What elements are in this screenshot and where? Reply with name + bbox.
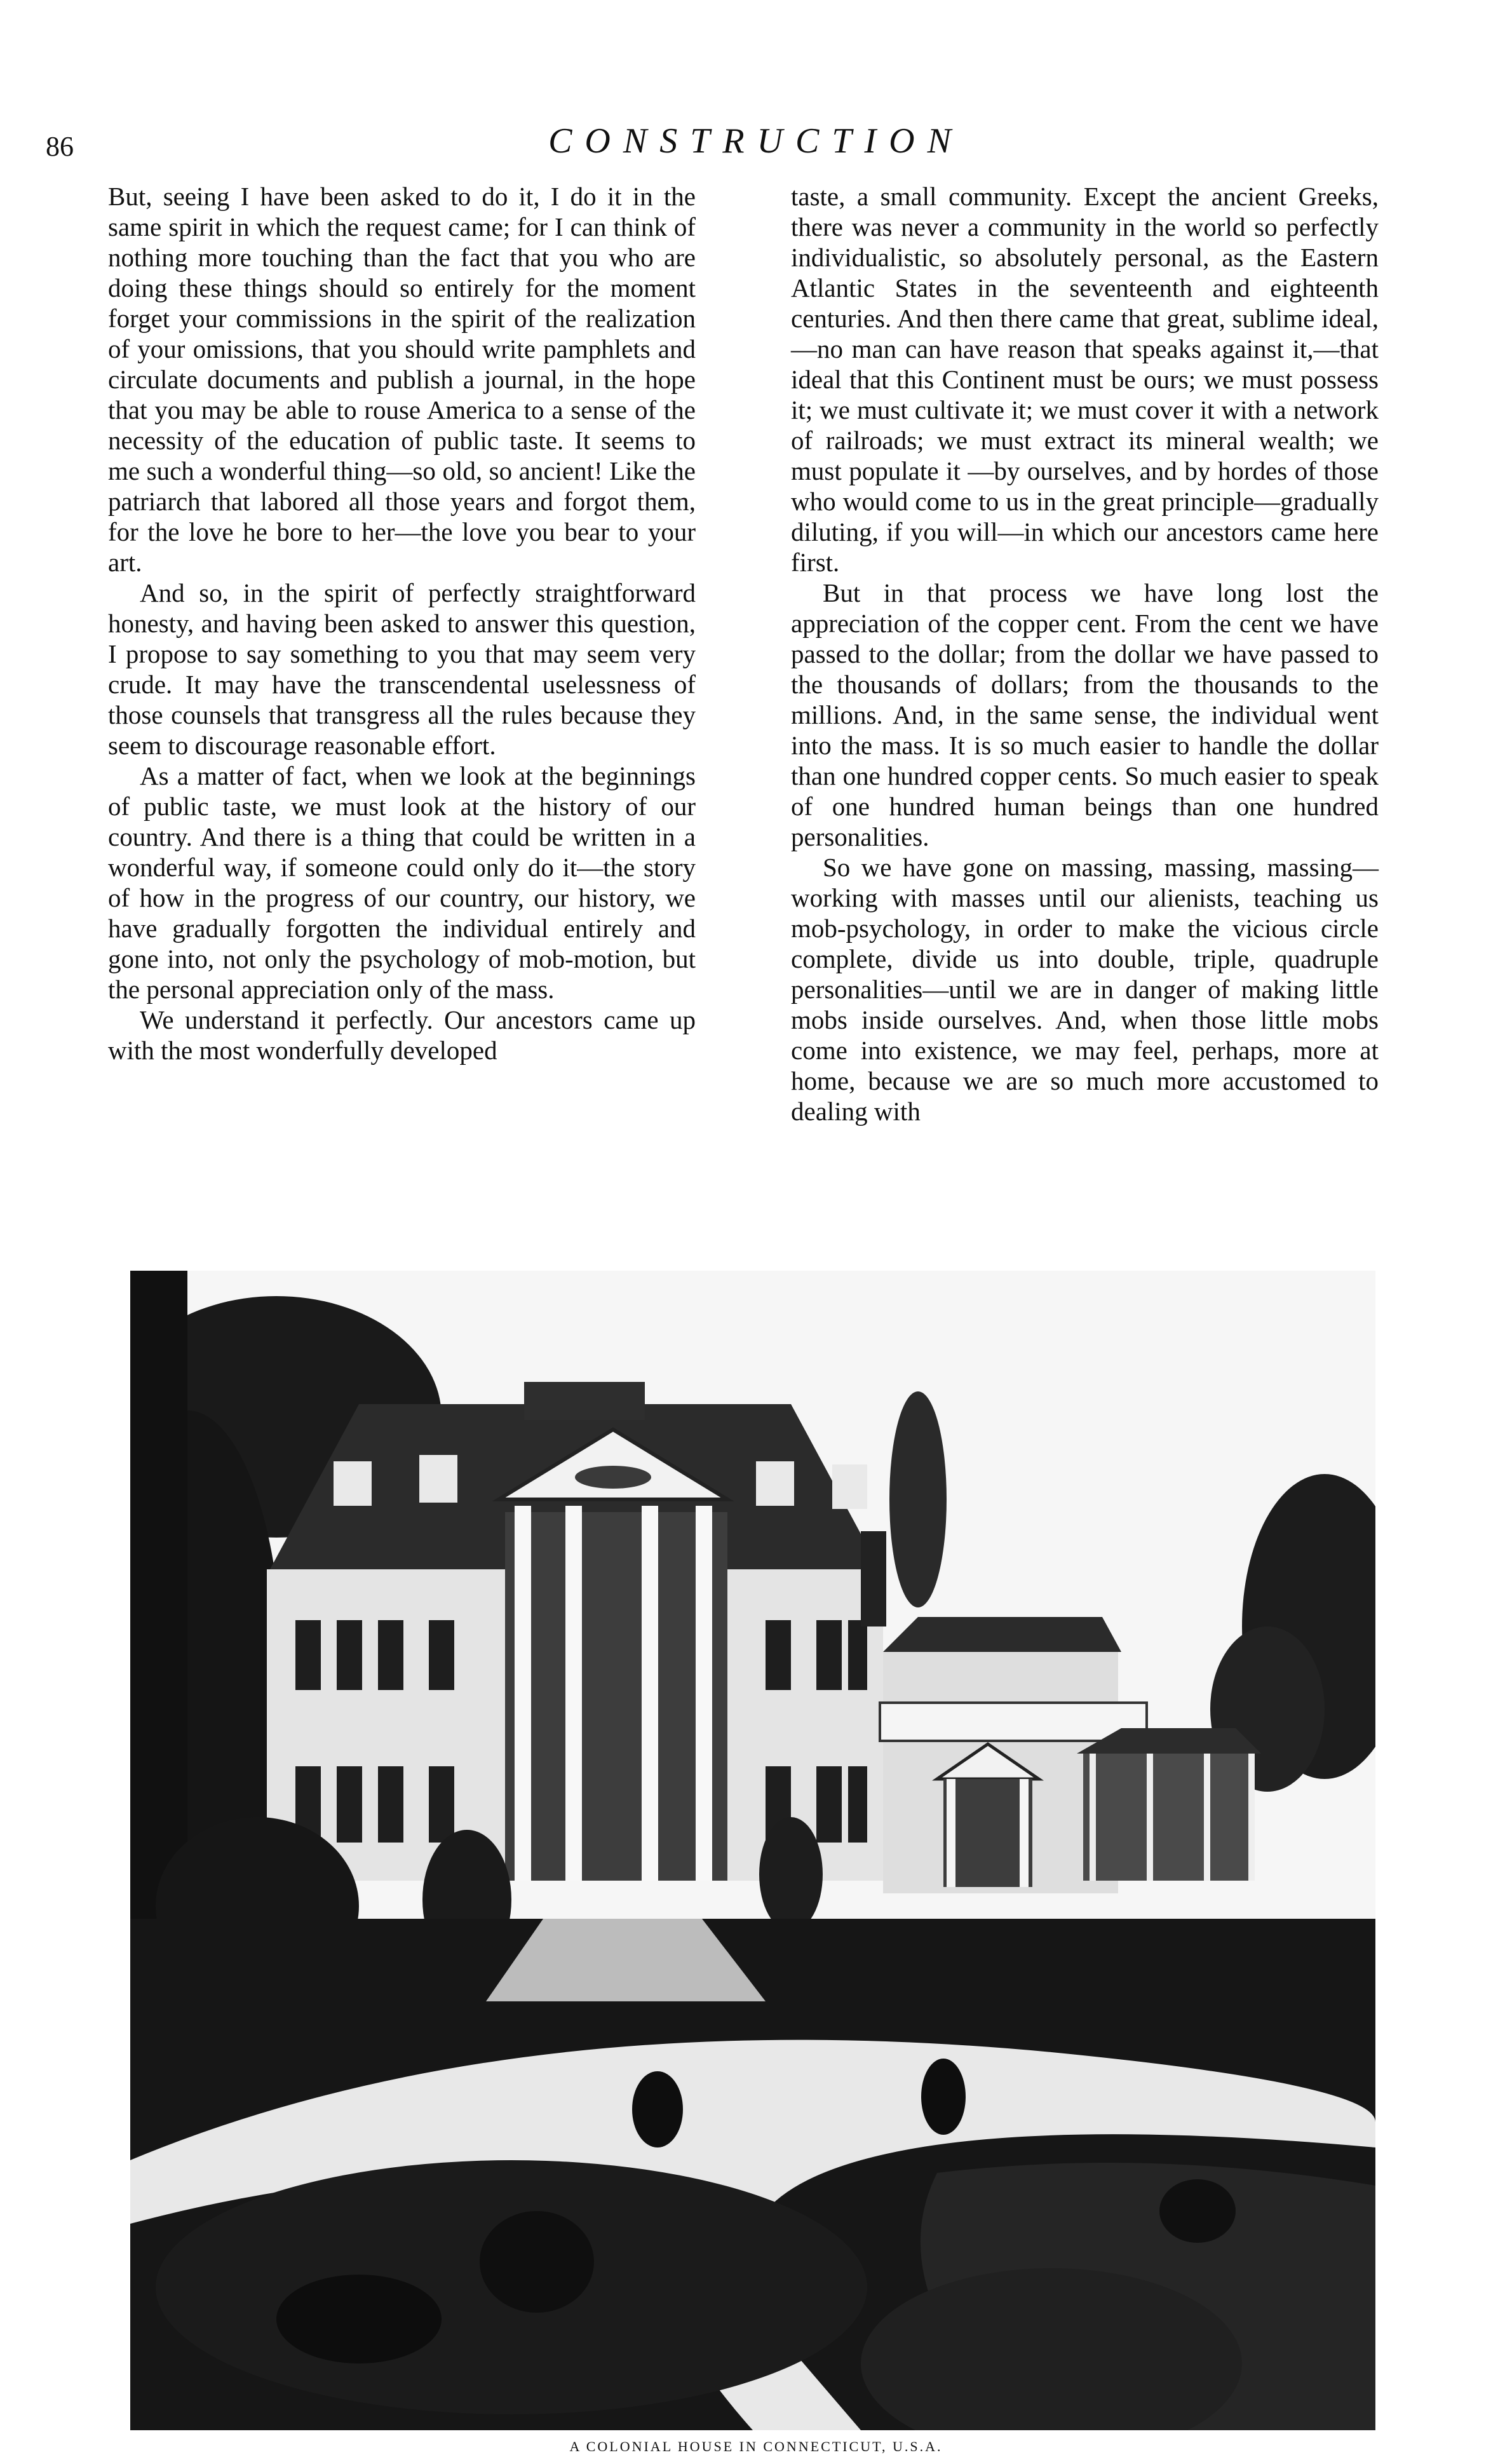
figure-caption-title: A COLONIAL HOUSE IN CONNECTICUT, U.S.A. xyxy=(569,2438,943,2454)
page-number: 86 xyxy=(46,131,74,162)
right-column xyxy=(791,181,1379,1126)
paragraph: As a matter of fact, when we look at the beginnings of public taste, we must look at the history of our country. And there is a thing that could be written in a wonderful way, if someone could only do it—the story of how in the progress of our country, our history, we have gradually forgotten the individual entirely and gone into, not only the psychology of mob-motion, but the personal appreciation only of the mass. xyxy=(108,761,696,1004)
colonial-house-photograph xyxy=(130,1271,1375,2430)
left-column xyxy=(108,181,696,1065)
paragraph: We understand it perfectly. Our ancestors came up with the most wonderfully developed xyxy=(108,1005,696,1065)
running-title: CONSTRUCTION xyxy=(548,121,964,161)
paragraph: But in that process we have long lost the appreciation of the copper cent. From the cent we have passed to the dollar; from the dollar we have passed to the thousands of dollars; from the thousands to the millions. And, in the same sense, the individual went into the mass. It is so much easier to handle the dollar than one hundred copper cents. So much easier to speak of one hundred human beings than one hundred personalities. xyxy=(791,578,1379,851)
paragraph: And so, in the spirit of perfectly straightforward honesty, and having been asked to answer this question, I propose to say something to you that may seem very crude. It may have the transcendental uselessness of those counsels that transgress all the rules because they seem to discourage reasonable effort. xyxy=(108,578,696,760)
paragraph: But, seeing I have been asked to do it, I do it in the same spirit in which the request came; for I can think of nothing more touching than the fact that you who are doing these things should so entirely for the moment forget your commissions in the spirit of the realization of your omissions, that you should write pamphlets and circulate documents and publish a journal, in the hope that you may be able to rouse America to a sense of the necessity of the education of public taste. It seems to me such a wonderful thing—so old, so ancient! Like the patriarch that labored all those years and forgot them, for the love he bore to her—the love you bear to your art. xyxy=(108,182,696,577)
paragraph: So we have gone on massing, massing, massing—working with masses until our alienists, teaching us mob-psychology, in order to make the vicious circle complete, divide us into double, triple, quadruple personalities—until we are in danger of making little mobs inside ourselves. And, when those little mobs come into existence, we may feel, perhaps, more at home, because we are so much more accustomed to dealing with xyxy=(791,853,1379,1126)
paragraph: taste, a small community. Except the ancient Greeks, there was never a community in the world so perfectly individualistic, so absolutely personal, as the Eastern Atlantic States in the seventeenth and eighteenth centuries. And then there came that great, sublime ideal,—no man can have reason that speaks against it,—that ideal that this Continent must be ours; we must possess it; we must cultivate it; we must cover it with a network of railroads; we must extract its mineral wealth; we must populate it —by ourselves, and by hordes of those who would come to us in the great principle—gradually diluting, if you will—in which our ancestors came here first. xyxy=(791,182,1379,577)
